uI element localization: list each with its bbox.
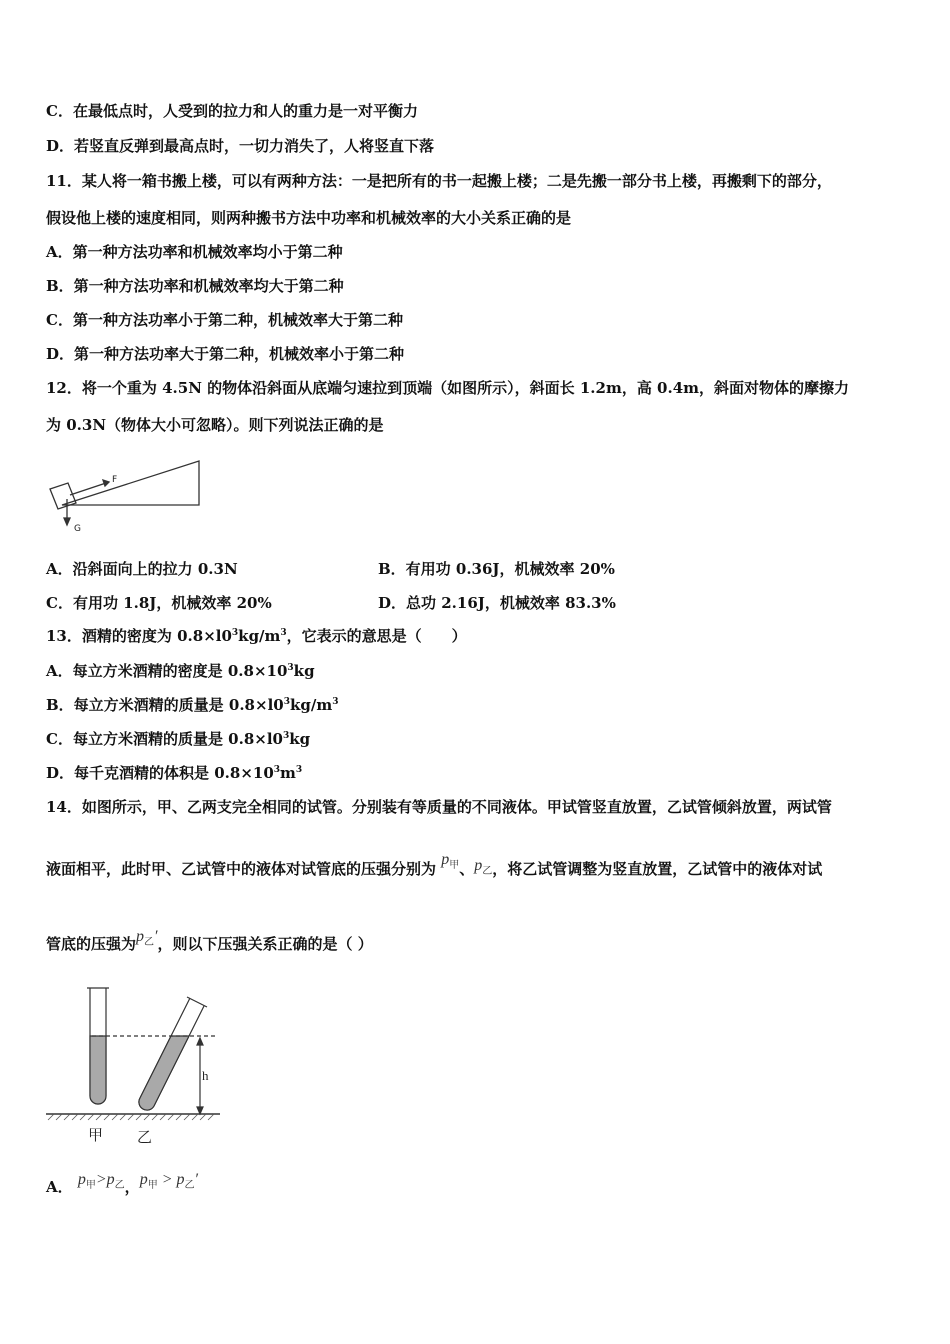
- question-13-option-b: [46, 695, 338, 715]
- exponent: 3: [282, 731, 290, 741]
- option-c-line: C．在最低点时，人受到的拉力和人的重力是一对平衡力: [46, 102, 418, 120]
- question-11-option-a: A．第一种方法功率和机械效率均小于第二种: [46, 243, 343, 261]
- subscript-yi: 乙: [114, 1180, 125, 1192]
- q14b-post: ，将乙试管调整为竖直放置，乙试管中的液体对试: [492, 860, 823, 878]
- option-d-line: D．若竖直反弹到最高点时，一切力消失了，人将竖直下落: [46, 137, 435, 155]
- q14a-label: A．: [46, 1178, 73, 1196]
- exponent: 3: [332, 697, 339, 707]
- question-12-option-d: D．总功 2.16J，机械效率 83.3%: [378, 594, 616, 612]
- subscript-jia: 甲: [449, 860, 460, 872]
- force-arrow: [70, 482, 109, 495]
- relation-2: [139, 1171, 198, 1192]
- q13d-mid: m: [280, 764, 296, 782]
- p-letter: p: [176, 1171, 185, 1188]
- force-label: F: [112, 475, 118, 485]
- relation-1: [77, 1171, 125, 1192]
- question-12-option-c: C．有用功 1.8J，机械效率 20%: [46, 594, 272, 612]
- q13b-mid: kg/m: [289, 696, 333, 714]
- tube-yi-rim: [187, 997, 207, 1007]
- p-letter: p: [139, 1171, 148, 1188]
- q13a-pre: A．每立方米酒精的密度是 0.8×10: [46, 662, 288, 680]
- p-yi-prime-symbol: [136, 928, 158, 949]
- height-arrowhead-top: [197, 1038, 203, 1045]
- question-14-option-a: [46, 1171, 198, 1204]
- greater-than: >: [95, 1171, 107, 1188]
- gravity-arrowhead: [64, 518, 70, 525]
- exponent: 3: [287, 663, 294, 673]
- liquid-yi: [139, 1036, 189, 1110]
- liquid-jia: [90, 1036, 106, 1104]
- exponent: 3: [280, 628, 287, 638]
- q14b-pre: 液面相平，此时甲、乙试管中的液体对试管底的压强分别为: [46, 860, 437, 878]
- test-tube-diagram: [44, 980, 224, 1150]
- subscript-yi: 乙: [144, 937, 155, 949]
- question-11-option-c: C．第一种方法功率小于第二种，机械效率大于第二种: [46, 311, 403, 329]
- question-11-option-b: B．第一种方法功率和机械效率均大于第二种: [46, 277, 344, 295]
- question-12-line1: 12．将一个重为 4.5N 的物体沿斜面从底端匀速拉到顶端（如图所示），斜面长 1.2m，高 0.4m，斜面对物体的摩擦力: [46, 379, 850, 397]
- p-letter: p: [136, 928, 145, 945]
- q13c-pre: C．每立方米酒精的质量是 0.8×l0: [46, 730, 283, 748]
- incline-diagram: [46, 455, 206, 535]
- question-13-option-d: [46, 763, 302, 783]
- exponent: 3: [295, 765, 303, 775]
- q13b-pre: B．每立方米酒精的质量是 0.8×l0: [46, 696, 284, 714]
- gravity-label: G: [74, 524, 81, 534]
- p-letter: p: [474, 857, 483, 874]
- subscript-jia: 甲: [85, 1180, 96, 1192]
- question-14-line3: [46, 928, 373, 961]
- p-jia-symbol: [441, 851, 460, 872]
- prime: ′: [194, 1171, 198, 1188]
- p-yi-symbol: [474, 857, 493, 878]
- subscript-yi: 乙: [184, 1180, 195, 1192]
- prime: ′: [154, 928, 158, 945]
- q13-stem-post: ，它表示的意思是（ ）: [286, 627, 467, 645]
- question-12-line2: 为 0.3N（物体大小可忽略）。则下列说法正确的是: [46, 416, 384, 434]
- question-12-option-b: B．有用功 0.36J，机械效率 20%: [378, 560, 615, 578]
- tube-yi-label: 乙: [137, 1128, 153, 1146]
- incline-triangle: [62, 461, 199, 505]
- q13d-pre: D．每千克酒精的体积是 0.8×10: [46, 764, 274, 782]
- q14c-pre: 管底的压强为: [46, 935, 137, 953]
- question-11-option-d: D．第一种方法功率大于第二种，机械效率小于第二种: [46, 345, 405, 363]
- question-14-line1: 14．如图所示，甲、乙两支完全相同的试管。分别装有等质量的不同液体。甲试管竖直放置，乙试管倾斜放置，两试管: [46, 798, 832, 816]
- p-letter: p: [106, 1171, 115, 1188]
- unit: kg/m: [238, 627, 281, 645]
- question-11-line2: 假设他上楼的速度相同，则两种搬书方法中功率和机械效率的大小关系正确的是: [46, 209, 572, 227]
- greater-than: >: [161, 1171, 173, 1188]
- q13-stem-pre: 13．酒精的密度为 0.8×l0: [46, 627, 232, 645]
- height-arrowhead-bottom: [197, 1107, 203, 1114]
- p-letter: p: [77, 1171, 86, 1188]
- q13a-post: kg: [293, 662, 315, 680]
- comma: ，: [124, 1178, 140, 1196]
- question-11-line1: 11．某人将一箱书搬上楼，可以有两种方法：一是把所有的书一起搬上楼；二是先搬一部分书上楼，再搬剩下的部分，: [46, 172, 832, 190]
- separator: 、: [459, 860, 475, 878]
- height-label: h: [202, 1068, 209, 1083]
- question-13-stem: [46, 626, 467, 646]
- question-13-option-c: [46, 729, 310, 749]
- exponent: 3: [283, 697, 290, 707]
- tube-jia-label: 甲: [88, 1126, 104, 1144]
- force-arrowhead: [103, 480, 109, 486]
- q13c-post: kg: [289, 730, 311, 748]
- q14c-post: ，则以下压强关系正确的是（ ）: [157, 935, 373, 953]
- ground-hatching: [48, 1114, 214, 1120]
- question-13-option-a: [46, 661, 315, 681]
- subscript-yi: 乙: [482, 866, 493, 878]
- question-12-option-a: A．沿斜面向上的拉力 0.3N: [46, 560, 238, 578]
- question-14-line2: [46, 851, 823, 886]
- subscript-jia: 甲: [147, 1180, 158, 1192]
- exponent: 3: [273, 765, 281, 775]
- exponent: 3: [231, 628, 239, 638]
- p-letter: p: [441, 851, 450, 868]
